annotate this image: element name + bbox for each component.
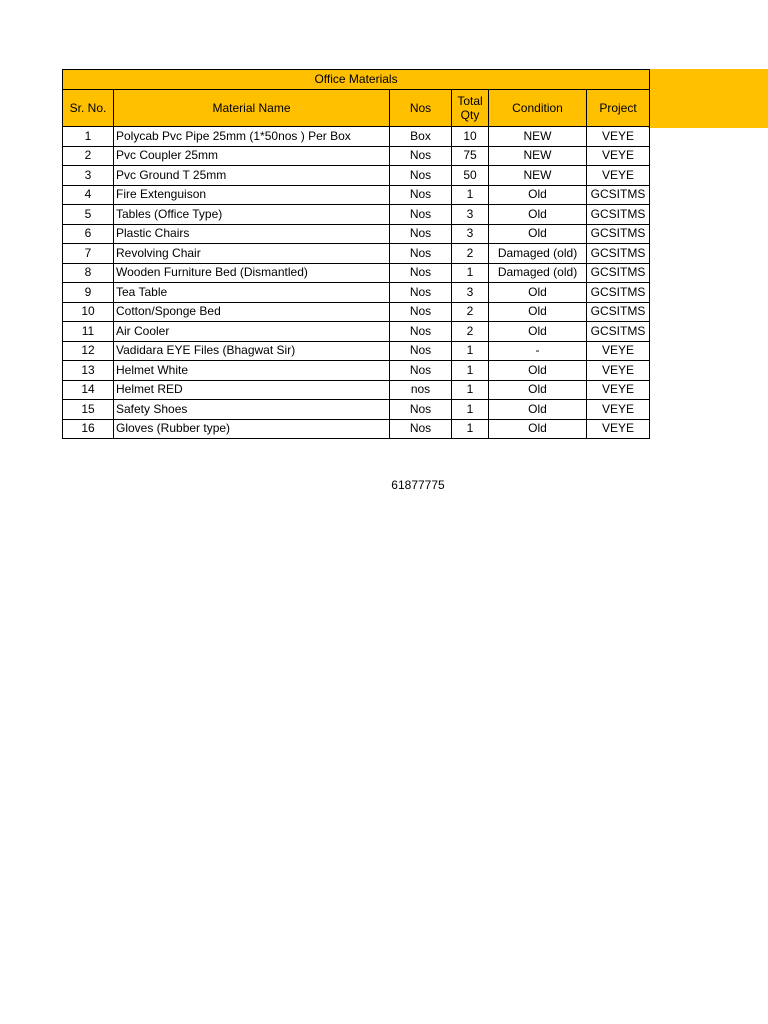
table-row	[63, 341, 650, 361]
total-qty-cell: 1	[452, 185, 489, 205]
sr-no-cell: 6	[63, 224, 114, 244]
table-row	[63, 224, 650, 244]
condition-cell: NEW	[489, 146, 587, 166]
material-name-cell: Tea Table	[114, 283, 390, 303]
nos-cell: Nos	[390, 283, 452, 303]
material-name-cell: Gloves (Rubber type)	[114, 419, 390, 439]
condition-cell: Old	[489, 185, 587, 205]
header-fill-overflow	[648, 69, 768, 128]
nos-cell: Nos	[390, 185, 452, 205]
condition-cell: Damaged (old)	[489, 244, 587, 264]
sr-no-cell: 3	[63, 166, 114, 186]
footer-number: 61877775	[391, 478, 445, 492]
total-qty-cell: 3	[452, 283, 489, 303]
nos-cell: Nos	[390, 244, 452, 264]
total-qty-cell: 1	[452, 400, 489, 420]
column-header-nos: Nos	[390, 90, 452, 127]
project-cell: GCSITMS	[587, 283, 650, 303]
materials-table	[62, 69, 650, 439]
sr-no-cell: 2	[63, 146, 114, 166]
nos-cell: Nos	[390, 146, 452, 166]
sr-no-cell: 9	[63, 283, 114, 303]
condition-cell: Old	[489, 224, 587, 244]
sr-no-cell: 1	[63, 127, 114, 147]
table-row	[63, 185, 650, 205]
material-name-cell: Helmet White	[114, 361, 390, 381]
nos-cell: Box	[390, 127, 452, 147]
material-name-cell: Cotton/Sponge Bed	[114, 302, 390, 322]
table-row	[63, 166, 650, 186]
project-cell: GCSITMS	[587, 244, 650, 264]
table-row	[63, 419, 650, 439]
project-cell: GCSITMS	[587, 263, 650, 283]
project-cell: GCSITMS	[587, 185, 650, 205]
nos-cell: Nos	[390, 400, 452, 420]
nos-cell: Nos	[390, 361, 452, 381]
table-row	[63, 244, 650, 264]
total-qty-cell: 50	[452, 166, 489, 186]
nos-cell: Nos	[390, 205, 452, 225]
table-body	[63, 127, 650, 439]
total-qty-cell: 75	[452, 146, 489, 166]
sr-no-cell: 5	[63, 205, 114, 225]
total-qty-cell: 3	[452, 205, 489, 225]
sr-no-cell: 14	[63, 380, 114, 400]
material-name-cell: Safety Shoes	[114, 400, 390, 420]
project-cell: VEYE	[587, 146, 650, 166]
total-qty-cell: 2	[452, 244, 489, 264]
condition-cell: Old	[489, 205, 587, 225]
table-row	[63, 205, 650, 225]
material-name-cell: Helmet RED	[114, 380, 390, 400]
nos-cell: nos	[390, 380, 452, 400]
condition-cell: NEW	[489, 166, 587, 186]
column-header-condition: Condition	[489, 90, 587, 127]
table-row	[63, 302, 650, 322]
sr-no-cell: 10	[63, 302, 114, 322]
project-cell: GCSITMS	[587, 302, 650, 322]
total-qty-cell: 2	[452, 302, 489, 322]
condition-cell: Old	[489, 400, 587, 420]
sr-no-cell: 15	[63, 400, 114, 420]
material-name-cell: Pvc Ground T 25mm	[114, 166, 390, 186]
sr-no-cell: 12	[63, 341, 114, 361]
nos-cell: Nos	[390, 166, 452, 186]
table-title-row	[63, 70, 650, 90]
material-name-cell: Pvc Coupler 25mm	[114, 146, 390, 166]
table-title: Office Materials	[63, 70, 650, 90]
condition-cell: Old	[489, 361, 587, 381]
project-cell: VEYE	[587, 127, 650, 147]
project-cell: VEYE	[587, 380, 650, 400]
nos-cell: Nos	[390, 322, 452, 342]
table-row	[63, 283, 650, 303]
material-name-cell: Plastic Chairs	[114, 224, 390, 244]
nos-cell: Nos	[390, 263, 452, 283]
column-header-row	[63, 90, 650, 127]
condition-cell: Old	[489, 322, 587, 342]
total-qty-cell: 1	[452, 380, 489, 400]
table-row	[63, 127, 650, 147]
total-qty-cell: 3	[452, 224, 489, 244]
table-row	[63, 263, 650, 283]
material-name-cell: Wooden Furniture Bed (Dismantled)	[114, 263, 390, 283]
material-name-cell: Air Cooler	[114, 322, 390, 342]
nos-cell: Nos	[390, 224, 452, 244]
total-qty-cell: 2	[452, 322, 489, 342]
project-cell: VEYE	[587, 361, 650, 381]
condition-cell: NEW	[489, 127, 587, 147]
condition-cell: Damaged (old)	[489, 263, 587, 283]
total-qty-cell: 1	[452, 341, 489, 361]
material-name-cell: Polycab Pvc Pipe 25mm (1*50nos ) Per Box	[114, 127, 390, 147]
sr-no-cell: 13	[63, 361, 114, 381]
project-cell: GCSITMS	[587, 322, 650, 342]
condition-cell: Old	[489, 380, 587, 400]
total-qty-cell: 1	[452, 263, 489, 283]
sr-no-cell: 7	[63, 244, 114, 264]
column-header-project: Project	[587, 90, 650, 127]
condition-cell: Old	[489, 302, 587, 322]
sr-no-cell: 4	[63, 185, 114, 205]
nos-cell: Nos	[390, 419, 452, 439]
project-cell: VEYE	[587, 341, 650, 361]
condition-cell: Old	[489, 283, 587, 303]
material-name-cell: Tables (Office Type)	[114, 205, 390, 225]
sr-no-cell: 8	[63, 263, 114, 283]
table-row	[63, 380, 650, 400]
table-row	[63, 146, 650, 166]
column-header-sr-no: Sr. No.	[63, 90, 114, 127]
table-row	[63, 400, 650, 420]
condition-cell: Old	[489, 419, 587, 439]
material-name-cell: Vadidara EYE Files (Bhagwat Sir)	[114, 341, 390, 361]
material-name-cell: Revolving Chair	[114, 244, 390, 264]
project-cell: VEYE	[587, 419, 650, 439]
total-qty-cell: 1	[452, 361, 489, 381]
column-header-total-qty: Total Qty	[452, 90, 489, 127]
project-cell: VEYE	[587, 400, 650, 420]
sr-no-cell: 16	[63, 419, 114, 439]
total-qty-cell: 10	[452, 127, 489, 147]
nos-cell: Nos	[390, 302, 452, 322]
table-row	[63, 361, 650, 381]
project-cell: GCSITMS	[587, 224, 650, 244]
project-cell: VEYE	[587, 166, 650, 186]
sr-no-cell: 11	[63, 322, 114, 342]
total-qty-cell: 1	[452, 419, 489, 439]
nos-cell: Nos	[390, 341, 452, 361]
table-row	[63, 322, 650, 342]
condition-cell: -	[489, 341, 587, 361]
material-name-cell: Fire Extenguison	[114, 185, 390, 205]
project-cell: GCSITMS	[587, 205, 650, 225]
column-header-material-name: Material Name	[114, 90, 390, 127]
